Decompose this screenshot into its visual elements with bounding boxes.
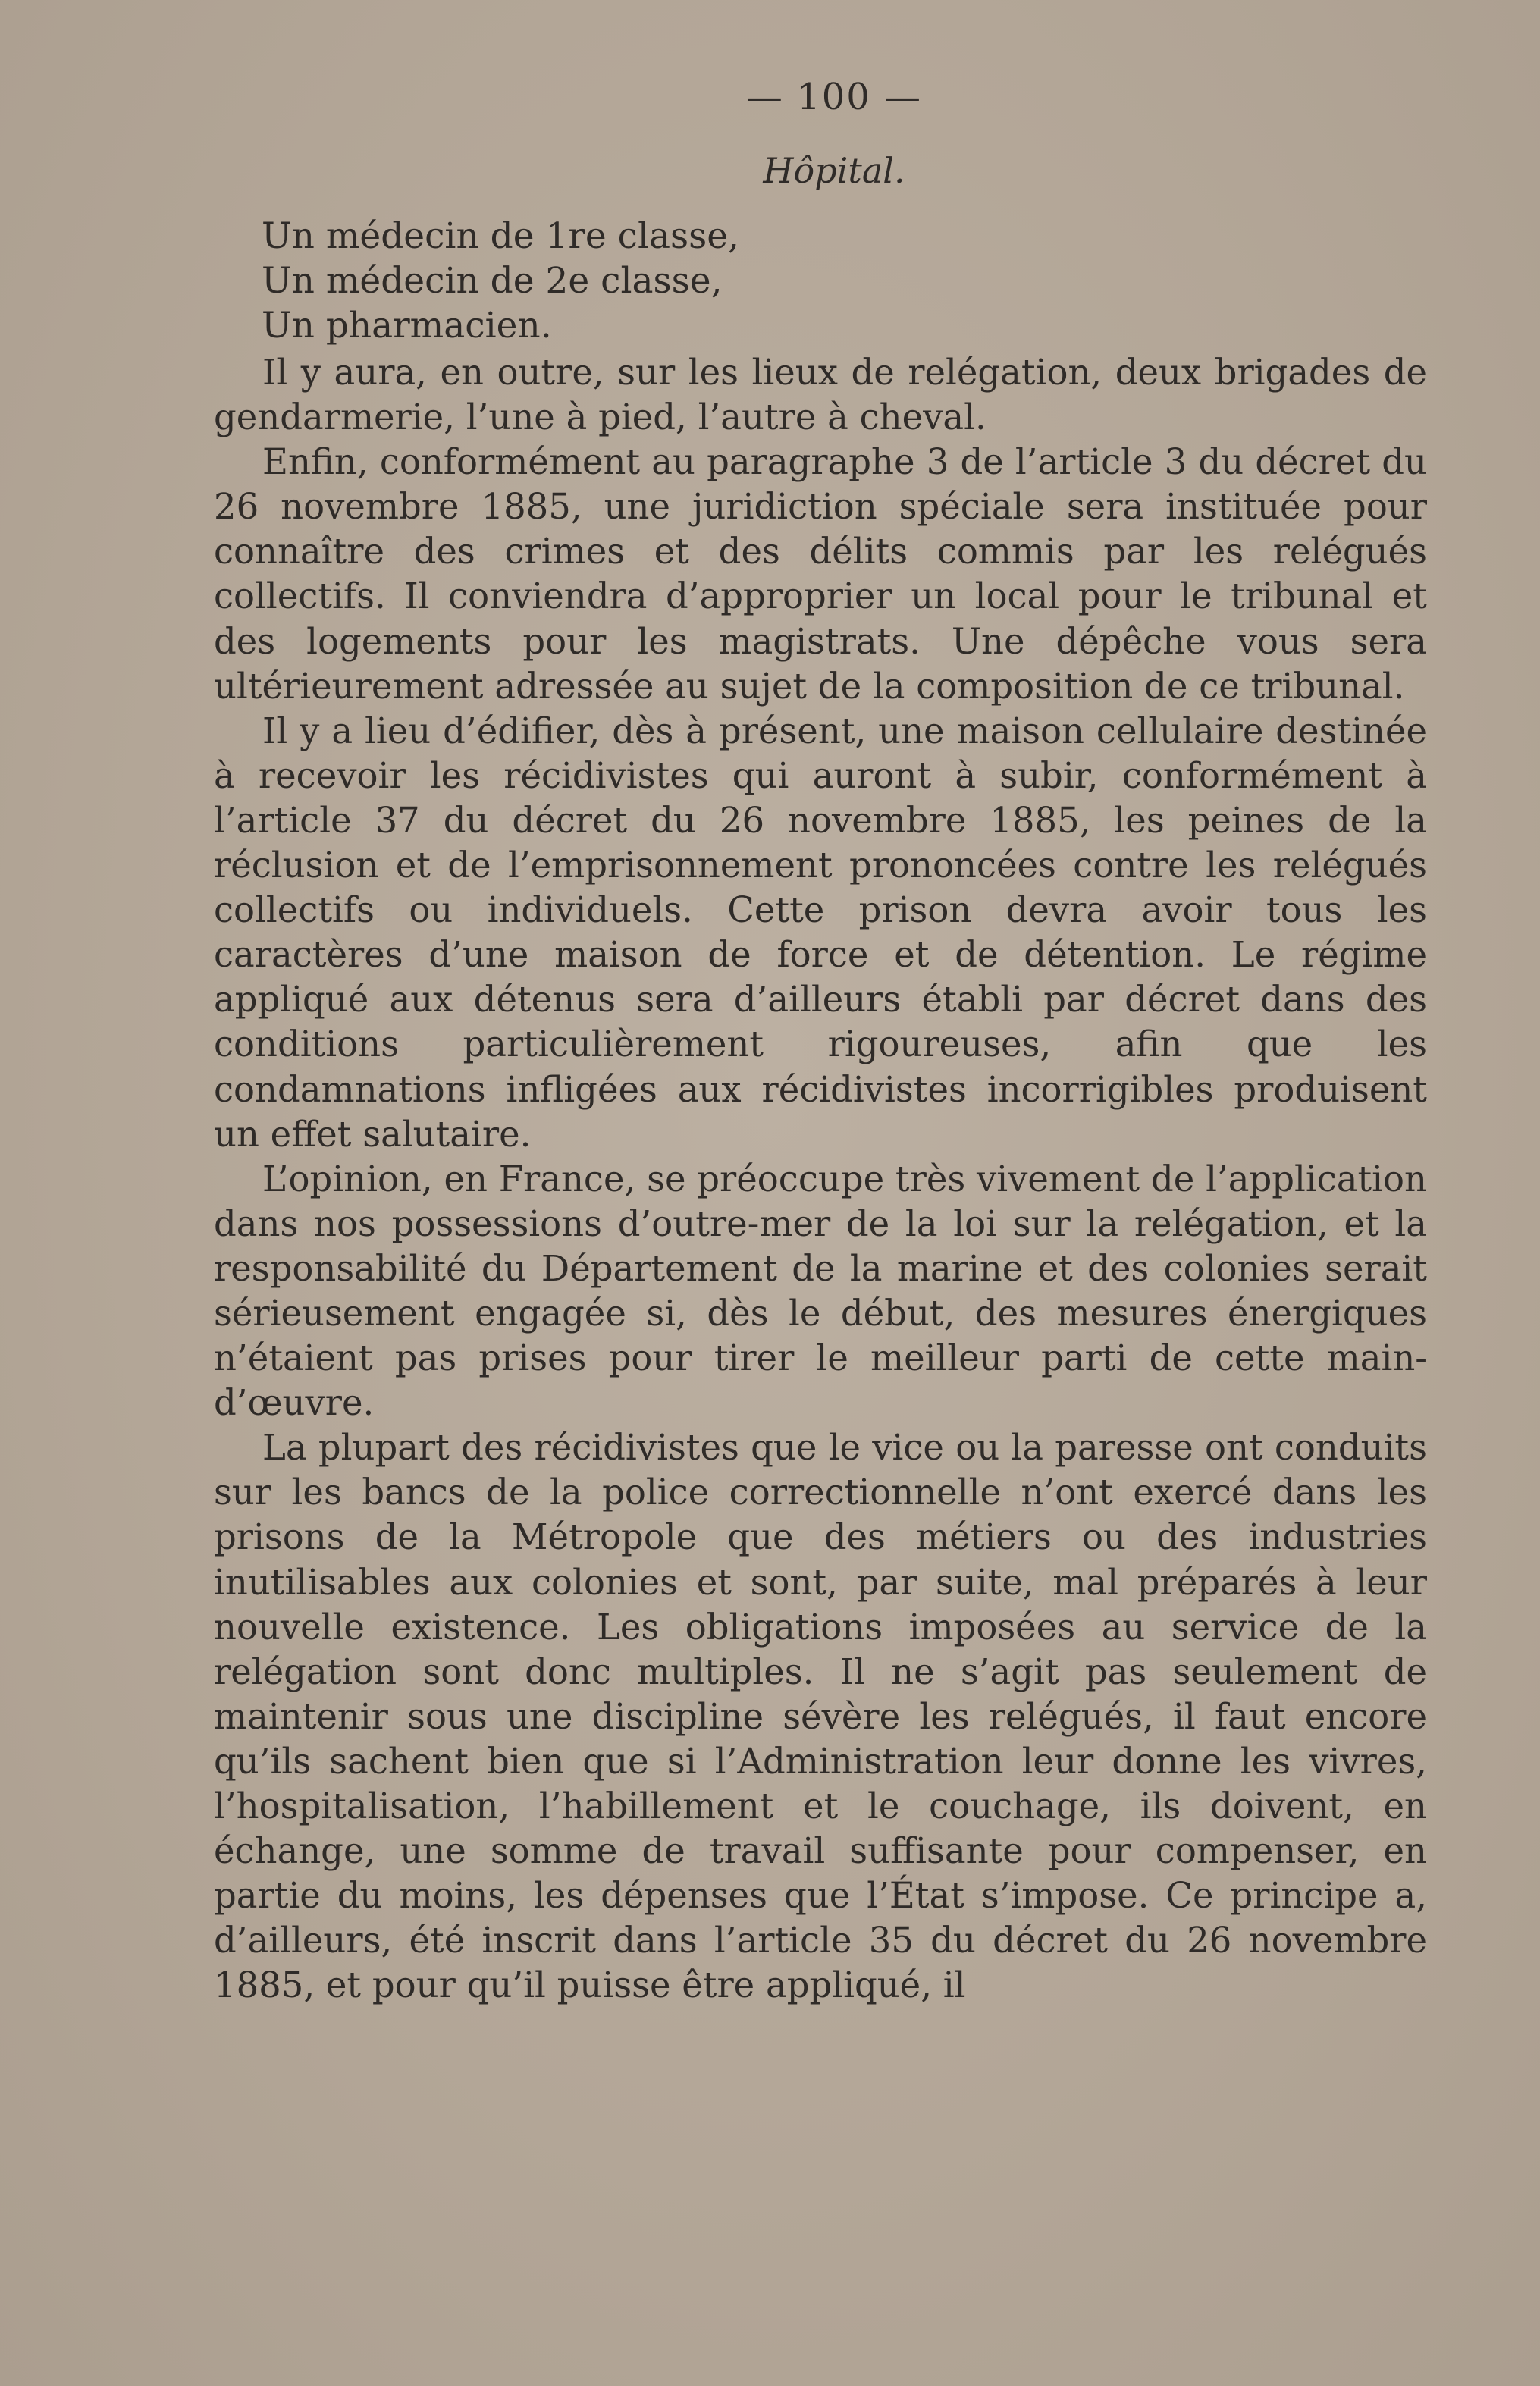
staff-item: Un médecin de 2e classe, [262,260,723,302]
paragraph: Il y aura, en outre, sur les lieux de relégation, deux brigades de gendarmerie, l’une à pied, l’autre à cheval. [214,352,1427,438]
section-title: Hôpital. [763,150,905,191]
staff-item: Un médecin de 1re classe, [262,215,740,257]
paragraph: L’opinion, en France, se préoccupe très vivement de l’application dans nos possessions d’outre-mer de la loi sur la relégation, et la responsabilité du Département de la marine et des colonies serait sérieusement engagée si, dès le début, des mesures énergiques n’étaient pas prises pour tirer le meilleur parti de cette main-d’œuvre. [214,1158,1427,1424]
staff-item: Un pharmacien. [262,305,552,346]
page-number: — 100 — [745,76,923,118]
paragraph: Il y a lieu d’édifier, dès à présent, une maison cellulaire destinée à recevoir les récidivistes qui auront à subir, conformément à l’article 37 du décret du 26 novembre 1885, les peines de la réclusion et de l’emprisonnement prononcées contre les relégués collectifs ou individuels. Cette prison devra avoir tous les caractères d’une maison de force et de détention. Le régime appliqué aux détenus sera d’ailleurs établi par décret dans des conditions particulièrement rigoureuses, afin que les condamnations infligées aux récidivistes incorrigibles produisent un effet salutaire. [214,710,1427,1155]
paragraph: La plupart des récidivistes que le vice ou la paresse ont conduits sur les bancs de la police correctionnelle n’ont exercé dans les prisons de la Métropole que des métiers ou des industries inutilisables aux colonies et sont, par suite, mal préparés à leur nouvelle existence. Les obligations imposées au service de la relégation sont donc multiples. Il ne s’agit pas seulement de maintenir sous une discipline sévère les relégués, il faut encore qu’ils sachent bien que si l’Administration leur donne les vivres, l’hospitalisation, l’habillement et le couchage, ils doivent, en échange, une somme de travail suffisante pour compenser, en partie du moins, les dépenses que l’État s’impose. Ce principe a, d’ailleurs, été inscrit dans l’article 35 du décret du 26 novembre 1885, et pour qu’il puisse être appliqué, il [214,1427,1427,2006]
body-text [214,350,1427,2008]
staff-list [262,214,739,348]
paragraph: Enfin, conformément au paragraphe 3 de l’article 3 du décret du 26 novembre 1885, une juridiction spéciale sera instituée pour connaître des crimes et des délits commis par les relégués collectifs. Il conviendra d’approprier un local pour le tribunal et des logements pour les magistrats. Une dépêche vous sera ultérieurement adressée au sujet de la composition de ce tribunal. [214,441,1427,707]
